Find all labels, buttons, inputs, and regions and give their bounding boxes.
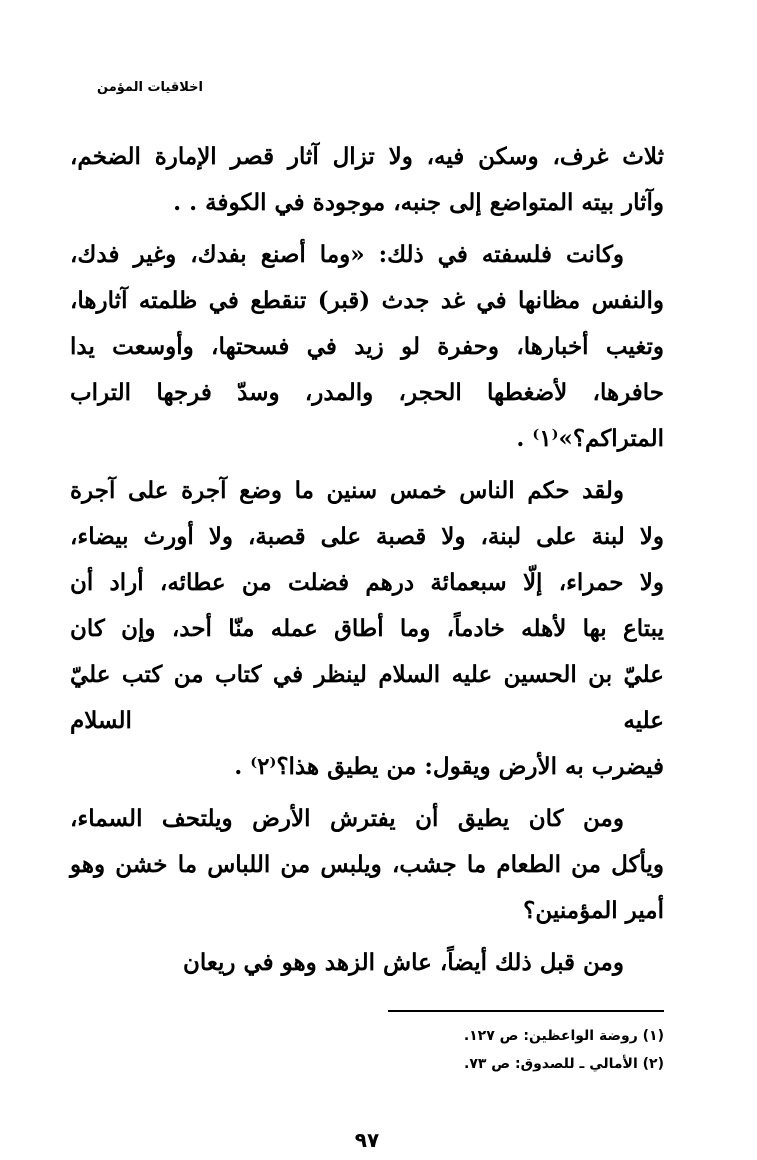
text-line: وتغيب أخبارها، وحفرة لو زيد في فسحتها، وأوسعت يدا [70,333,664,360]
text-line: وكانت فلسفته في ذلك: «وما أصنع بفدك، وغير فدك، [70,241,624,268]
text-line: حافرها، لأضغطها الحجر، والمدر، وسدّ فرجها التراب [70,379,664,406]
paragraph-3 [70,468,664,790]
paragraph-4 [70,796,664,934]
footnote-2: (٢) الأمالي ـ للصدوق: ص ٧٣. [463,1056,664,1072]
text-line: أمير المؤمنين؟ [523,897,664,924]
text-line: ثلاث غرف، وسكن فيه، ولا تزال آثار قصر الإمارة الضخم، [70,143,664,170]
page-flow [70,134,664,1152]
text-line: ومن كان يطيق أن يفترش الأرض ويلتحف السماء، [70,805,624,832]
text-line: ولا حمراء، إلّا سبعمائة درهم فضلت من عطائه، أراد أن [70,569,664,596]
paragraph-2 [70,232,664,462]
text-line: وآثار بيته المتواضع إلى جنبه، موجودة في الكوفة . . [173,189,664,216]
text-line: ولا لبنة على لبنة، ولا قصبة على قصبة، ولا أورث بيضاء، [70,523,664,550]
footnote-1: (١) روضة الواعظين: ص ١٢٧. [463,1028,664,1044]
text-line: والنفس مظانها في غد جدث (قبر) تنقطع في ظلمته آثارها، [70,287,664,314]
paragraph-1 [70,134,664,226]
footnote-separator [388,1010,664,1012]
running-header: اخلاقيات المؤمن [97,80,203,95]
body-text [70,134,664,986]
text-line: ويأكل من الطعام ما جشب، ويلبس من اللباس ما خشن وهو [70,851,664,878]
text-line: ولقد حكم الناس خمس سنين ما وضع آجرة على آجرة [70,477,624,504]
text-line: فيضرب به الأرض ويقول: من يطيق هذا؟⁽٢⁾ . [234,753,664,780]
text-line: ومن قبل ذلك أيضاً، عاش الزهد وهو في ريعان [182,949,624,976]
text-line: المتراكم؟»⁽١⁾ . [516,425,664,452]
paragraph-5 [70,940,664,986]
text-line: عليّ بن الحسين عليه السلام لينظر في كتاب من كتب عليّ عليه السلام [70,661,664,734]
footnotes [70,1000,664,1078]
text-line: يبتاع بها لأهله خادماً، وما أطاق عمله منّا أحد، وإن كان [70,615,664,642]
page-number: ٩٧ [354,1128,380,1152]
